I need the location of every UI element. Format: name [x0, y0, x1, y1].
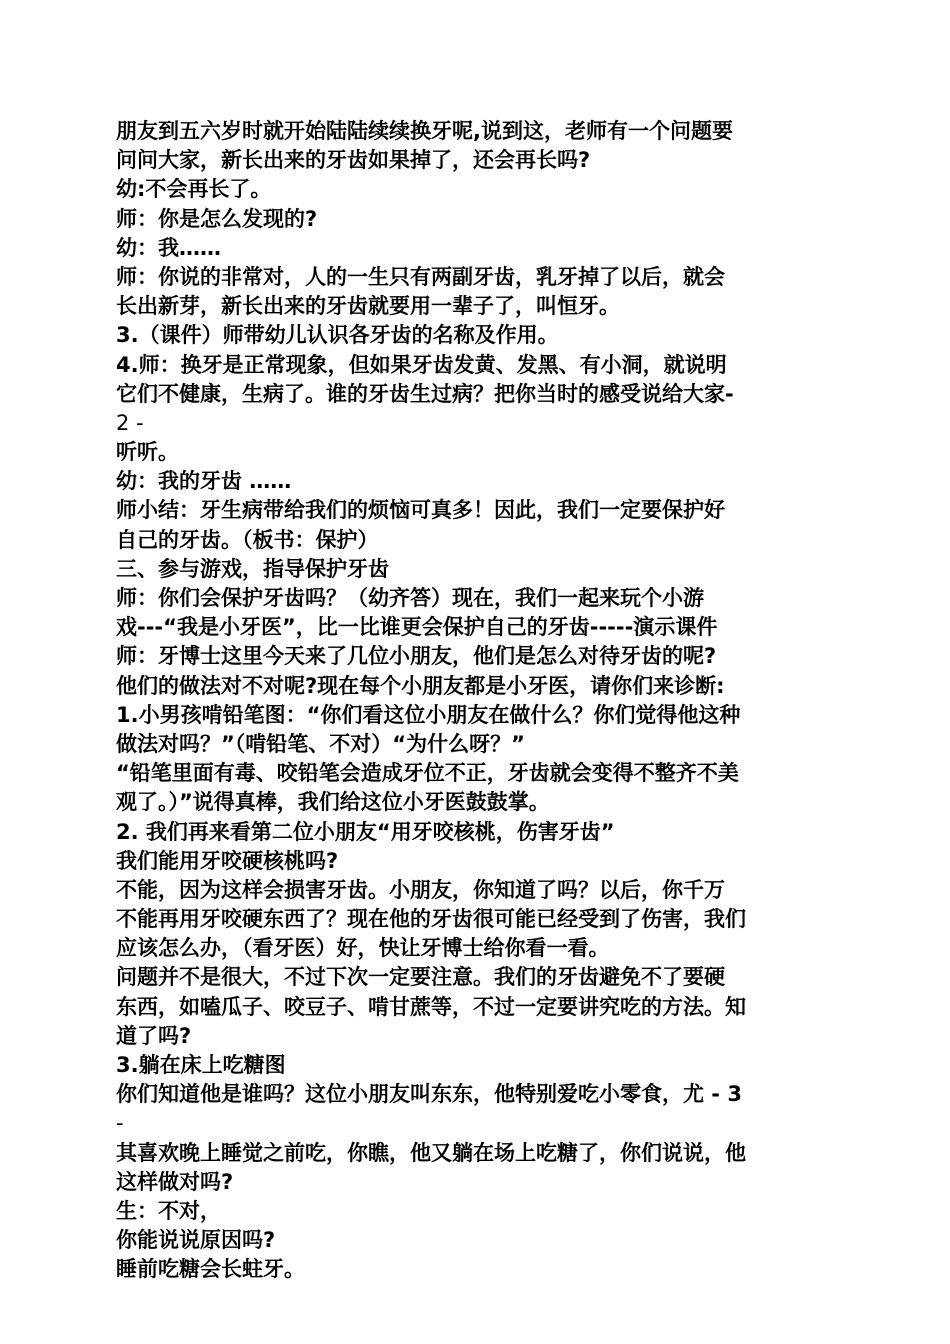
text-line: “铅笔里面有毒、咬铅笔会造成牙位不正，牙齿就会变得不整齐不美	[116, 761, 739, 786]
text-line: 听听。	[116, 440, 179, 465]
text-line: 幼:不会再长了。	[116, 177, 272, 202]
text-line: 你能说说原因吗?	[116, 1228, 276, 1253]
text-line: 不能，因为这样会损害牙齿。小朋友，你知道了吗？以后，你千万	[116, 877, 725, 902]
text-line: 这样做对吗?	[116, 1169, 234, 1194]
text-line: 4.师：换牙是正常现象，但如果牙齿发黄、发黑、有小洞，就说明	[116, 352, 727, 377]
text-line: 睡前吃糖会长蛀牙。	[116, 1257, 305, 1282]
text-line: 我们能用牙咬硬核桃吗?	[116, 848, 339, 873]
text-line: 它们不健康，生病了。谁的牙齿生过病？把你当时的感受说给大家-	[116, 381, 734, 406]
text-line: 他们的做法对不对呢?现在每个小朋友都是小牙医，请你们来诊断:	[116, 673, 725, 698]
text-line: 生：不对，	[116, 1198, 221, 1223]
text-line: 幼：我……	[116, 235, 221, 260]
text-line: 你们知道他是谁吗？这位小朋友叫东东，他特别爱吃小零食，尤 - 3	[116, 1082, 742, 1107]
text-line: 师：牙博士这里今天来了几位小朋友，他们是怎么对待牙齿的呢?	[116, 644, 717, 669]
text-line: 长出新芽，新长出来的牙齿就要用一辈子了，叫恒牙。	[116, 294, 620, 319]
text-line: 师：你是怎么发现的?	[116, 206, 318, 231]
text-line: 朋友到五六岁时就开始陆陆续续换牙呢,说到这，老师有一个问题要	[116, 119, 733, 143]
page-number: 2 -	[116, 410, 144, 435]
text-line: 问问大家，新长出来的牙齿如果掉了，还会再长吗?	[116, 148, 591, 173]
page-number: -	[116, 1111, 124, 1136]
text-line: 自己的牙齿。（板书：保护）	[116, 527, 379, 552]
section-heading: 三、参与游戏，指导保护牙齿	[116, 556, 389, 581]
text-line: 师：你们会保护牙齿吗？（幼齐答）现在，我们一起来玩个小游	[116, 586, 704, 610]
text-line: 戏---“我是小牙医”，比一比谁更会保护自己的牙齿-----演示课件	[116, 615, 718, 640]
text-line: 其喜欢晚上睡觉之前吃，你瞧，他又躺在场上吃糖了，你们说说，他	[116, 1140, 746, 1165]
text-line: 1.小男孩啃铅笔图：“你们看这位小朋友在做什么？你们觉得他这种	[116, 702, 741, 727]
text-line: 不能再用牙咬硬东西了？现在他的牙齿很可能已经受到了伤害，我们	[116, 907, 746, 932]
text-line: 师：你说的非常对，人的一生只有两副牙齿，乳牙掉了以后，就会	[116, 264, 725, 289]
text-line: 做法对吗？”（啃铅笔、不对）“为什么呀？”	[116, 731, 525, 756]
document-body	[116, 117, 836, 1285]
text-line: 应该怎么办，（看牙医）好，快让牙博士给你看一看。	[116, 936, 610, 961]
text-line: 3.躺在床上吃糖图	[116, 1053, 286, 1077]
text-line: 观了。）”说得真棒，我们给这位小牙医鼓鼓掌。	[116, 790, 550, 815]
text-line: 问题并不是很大，不过下次一定要注意。我们的牙齿避免不了要硬	[116, 965, 725, 990]
text-line: 师小结：牙生病带给我们的烦恼可真多！因此，我们一定要保护好	[116, 498, 725, 523]
text-line: 东西，如嗑瓜子、咬豆子、啃甘蔗等，不过一定要讲究吃的方法。知	[116, 994, 746, 1019]
text-line: 幼：我的牙齿 ……	[116, 469, 292, 494]
text-line: 2. 我们再来看第二位小朋友“用牙咬核桃，伤害牙齿”	[116, 819, 615, 844]
text-line: 道了吗?	[116, 1023, 192, 1048]
text-line: 3.（课件）师带幼儿认识各牙齿的名称及作用。	[116, 323, 559, 348]
